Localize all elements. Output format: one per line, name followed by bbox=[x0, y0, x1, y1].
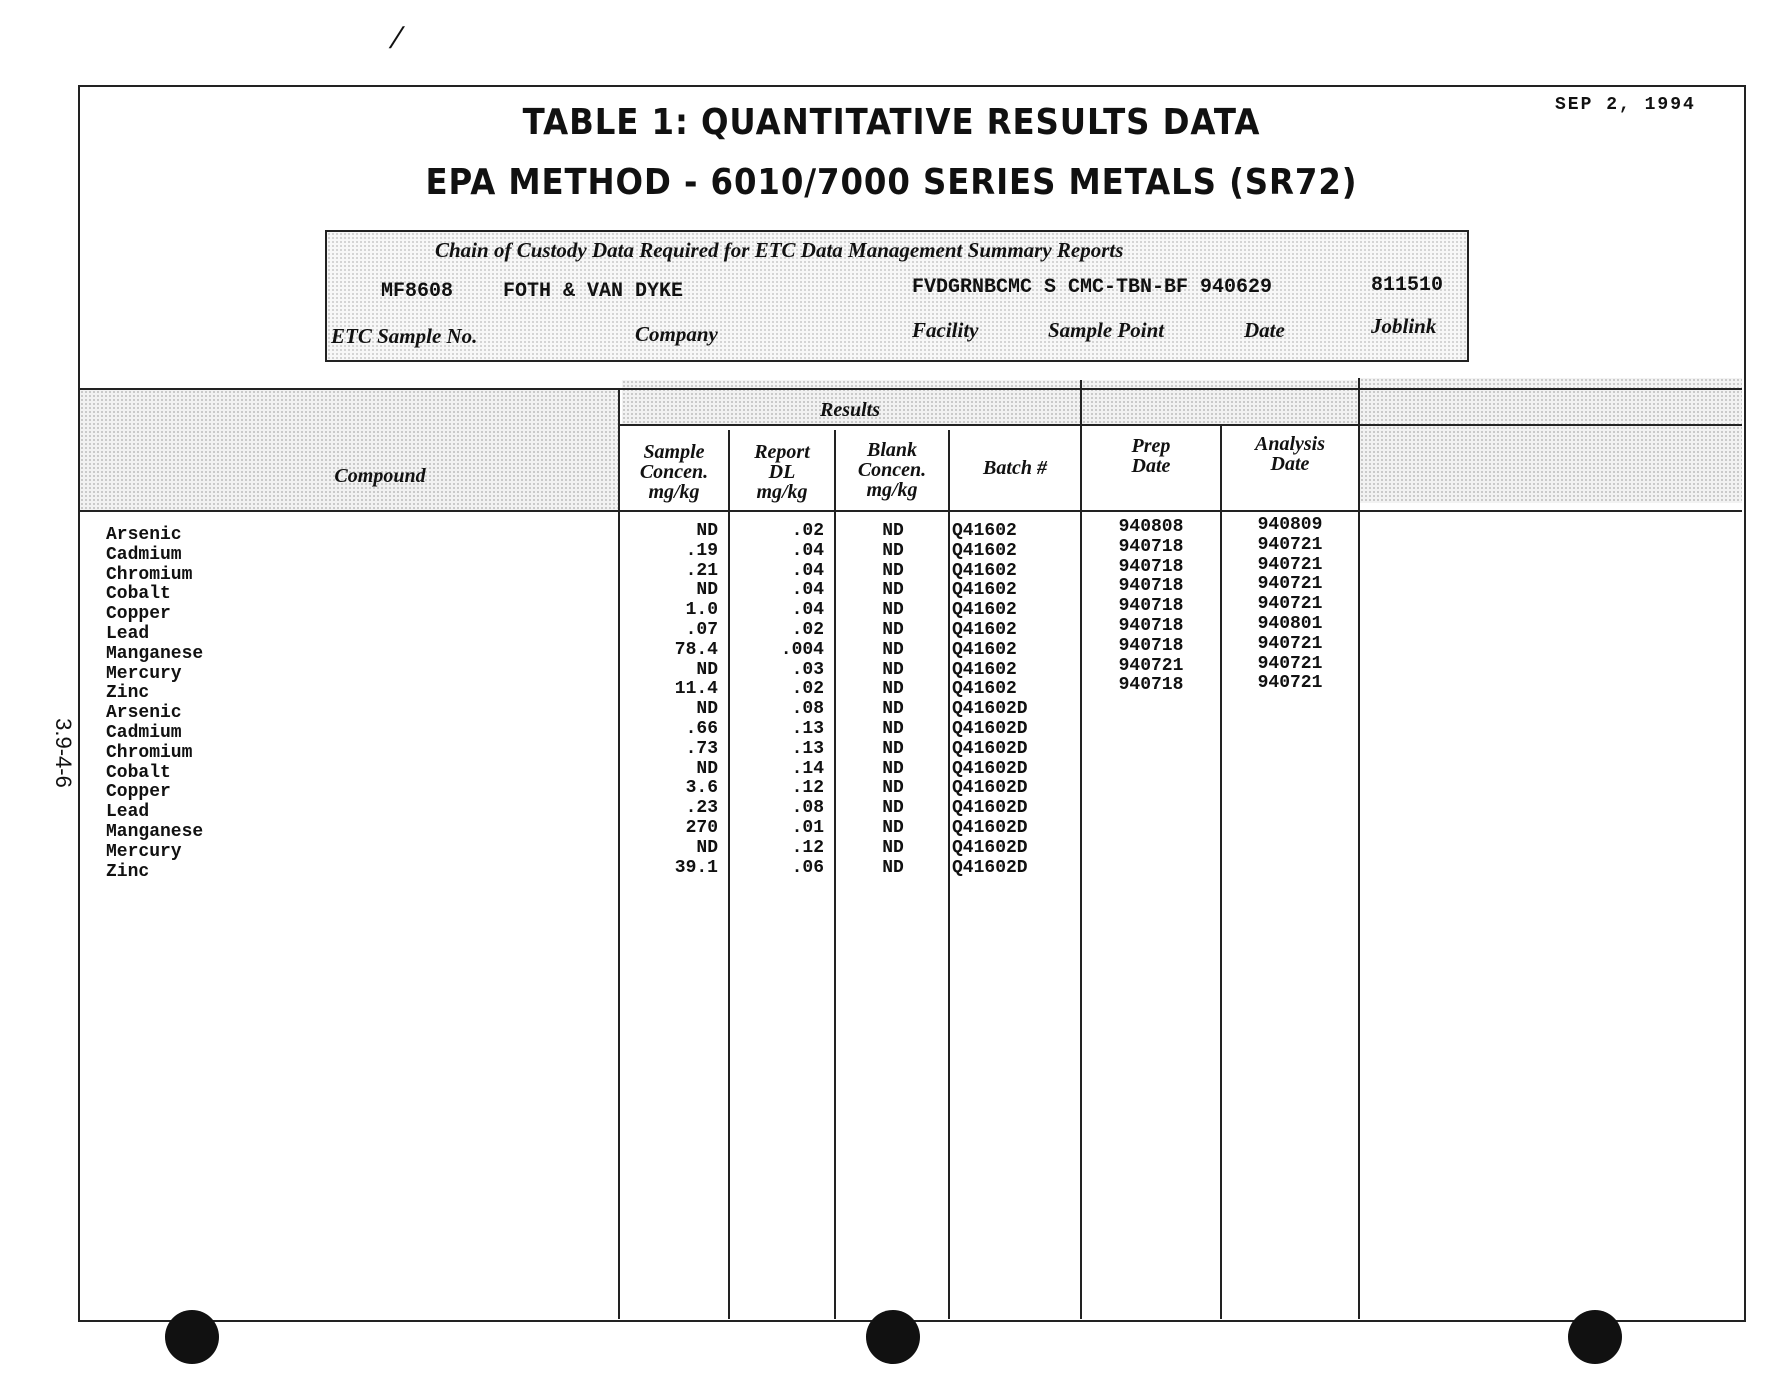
blank-concen-cell: ND bbox=[882, 798, 904, 819]
custody-joblink: 811510 bbox=[1371, 274, 1444, 297]
analysis-date-cell: 940721 bbox=[1257, 574, 1323, 595]
col-header-batch: Batch # bbox=[983, 457, 1047, 479]
sample-concen-cell: ND bbox=[696, 659, 718, 680]
blank-concen-cell: ND bbox=[882, 758, 904, 779]
report-dl-cell: .004 bbox=[780, 639, 824, 660]
report-dl-cell: .12 bbox=[791, 778, 824, 799]
prep-date-cell: 940808 bbox=[1118, 517, 1184, 537]
blank-concen-cell: ND bbox=[882, 619, 904, 640]
analysis-date-cell: 940721 bbox=[1257, 534, 1323, 555]
col-header-report-dl: Report DL mg/kg bbox=[754, 441, 810, 503]
report-dl-cell: .03 bbox=[791, 659, 824, 680]
report-dl-cell: .02 bbox=[791, 521, 824, 541]
blank-concen-cell: ND bbox=[882, 521, 904, 541]
page-title: TABLE 1: QUANTITATIVE RESULTS DATA bbox=[522, 102, 1261, 143]
compound-cell: Zinc bbox=[106, 861, 150, 882]
blank-concen-cell: ND bbox=[882, 560, 904, 581]
compound-cell: Cobalt bbox=[106, 762, 171, 783]
page-number-note: 3.9-4-6 bbox=[50, 718, 76, 788]
sample-concen-cell: .66 bbox=[685, 718, 718, 739]
analysis-date-cell: 940801 bbox=[1257, 613, 1323, 634]
blank-concen-cell: ND bbox=[882, 699, 904, 720]
compound-cell: Zinc bbox=[106, 683, 150, 704]
analysis-date-cell: 940721 bbox=[1257, 653, 1323, 674]
blank-concen-cell: ND bbox=[882, 857, 904, 878]
sample-concen-column bbox=[626, 522, 718, 878]
batch-cell: Q41602 bbox=[952, 619, 1017, 640]
blank-concen-cell: ND bbox=[882, 639, 904, 660]
batch-cell: Q41602D bbox=[952, 718, 1028, 739]
col-divider-7 bbox=[1358, 378, 1360, 1319]
col-header-blank-concen: Blank Concen. mg/kg bbox=[857, 439, 927, 501]
batch-cell: Q41602D bbox=[952, 738, 1028, 759]
compound-cell: Cadmium bbox=[106, 544, 182, 565]
batch-cell: Q41602 bbox=[952, 639, 1017, 660]
analysis-date-cell: 940721 bbox=[1257, 633, 1323, 654]
analysis-date-column bbox=[1222, 516, 1358, 694]
report-dl-cell: .04 bbox=[791, 600, 824, 621]
custody-facility-info: FVDGRNBCMC S CMC-TBN-BF 940629 bbox=[912, 276, 1273, 299]
blank-concen-column bbox=[838, 522, 948, 878]
batch-cell: Q41602D bbox=[952, 758, 1028, 779]
sample-concen-cell: 270 bbox=[685, 817, 718, 838]
report-dl-cell: .08 bbox=[791, 699, 824, 720]
report-dl-cell: .01 bbox=[791, 817, 824, 838]
col-header-sample-concen: Sample Concen. mg/kg bbox=[639, 441, 709, 503]
blank-concen-cell: ND bbox=[882, 580, 904, 601]
sample-concen-cell: 39.1 bbox=[674, 857, 718, 878]
compound-cell: Manganese bbox=[106, 643, 204, 664]
report-dl-cell: .13 bbox=[791, 718, 824, 739]
page-subtitle: EPA METHOD - 6010/7000 SERIES METALS (SR72) bbox=[425, 162, 1358, 203]
batch-cell: Q41602 bbox=[952, 659, 1017, 680]
extra-header-bg bbox=[1360, 378, 1742, 503]
sample-concen-cell: 3.6 bbox=[685, 778, 718, 799]
report-dl-cell: .02 bbox=[791, 619, 824, 640]
col-divider-1 bbox=[618, 388, 620, 1319]
col-divider-4 bbox=[948, 430, 950, 1319]
sample-concen-cell: .73 bbox=[685, 738, 718, 759]
sample-concen-cell: ND bbox=[696, 758, 718, 779]
custody-sample-no: MF8608 bbox=[381, 280, 454, 303]
batch-cell: Q41602 bbox=[952, 540, 1017, 561]
batch-cell: Q41602 bbox=[952, 600, 1017, 621]
batch-cell: Q41602 bbox=[952, 679, 1017, 700]
report-dl-cell: .08 bbox=[791, 798, 824, 819]
blank-concen-cell: ND bbox=[882, 837, 904, 858]
prep-date-cell: 940721 bbox=[1118, 655, 1184, 676]
compound-cell: Arsenic bbox=[106, 525, 182, 545]
report-dl-cell: .04 bbox=[791, 560, 824, 581]
sample-concen-cell: ND bbox=[696, 699, 718, 720]
report-dl-cell: .13 bbox=[791, 738, 824, 759]
prep-date-column bbox=[1082, 518, 1220, 696]
label-facility: Facility bbox=[912, 318, 979, 342]
prep-date-cell: 940718 bbox=[1118, 556, 1184, 577]
report-dl-cell: .14 bbox=[791, 758, 824, 779]
compound-cell: Cadmium bbox=[106, 722, 182, 743]
results-group-rule bbox=[620, 424, 1742, 426]
prep-date-cell: 940718 bbox=[1118, 635, 1184, 656]
batch-cell: Q41602 bbox=[952, 521, 1017, 541]
compound-cell: Mercury bbox=[106, 841, 182, 862]
prep-date-cell: 940718 bbox=[1118, 675, 1184, 696]
sample-concen-cell: 11.4 bbox=[674, 679, 718, 700]
report-dl-cell: .06 bbox=[791, 857, 824, 878]
report-dl-cell: .04 bbox=[791, 540, 824, 561]
prep-date-cell: 940718 bbox=[1118, 596, 1184, 617]
sample-concen-cell: 78.4 bbox=[674, 639, 718, 660]
analysis-date-cell: 940721 bbox=[1257, 673, 1323, 694]
batch-cell: Q41602D bbox=[952, 778, 1028, 799]
punch-hole-center bbox=[866, 1310, 920, 1364]
sample-concen-cell: .21 bbox=[685, 560, 718, 581]
header-bottom-rule bbox=[80, 510, 1742, 512]
compound-cell: Manganese bbox=[106, 821, 204, 842]
compound-column bbox=[106, 526, 366, 882]
col-header-compound: Compound bbox=[334, 465, 426, 487]
col-header-prep-date: Prep Date bbox=[1131, 435, 1171, 477]
label-sample-point: Sample Point bbox=[1048, 318, 1165, 342]
compound-cell: Lead bbox=[106, 623, 150, 644]
results-group-header: Results bbox=[819, 399, 881, 421]
blank-concen-cell: ND bbox=[882, 600, 904, 621]
prep-date-cell: 940718 bbox=[1118, 536, 1184, 557]
sample-concen-cell: ND bbox=[696, 521, 718, 541]
punch-hole-left bbox=[165, 1310, 219, 1364]
analysis-date-cell: 940721 bbox=[1257, 554, 1323, 575]
prep-date-cell: 940718 bbox=[1118, 615, 1184, 636]
report-dl-column bbox=[734, 522, 824, 878]
label-sample-no: ETC Sample No. bbox=[331, 324, 478, 348]
report-date: SEP 2, 1994 bbox=[1555, 95, 1696, 115]
label-date: Date bbox=[1244, 318, 1285, 342]
report-dl-cell: .04 bbox=[791, 580, 824, 601]
col-divider-2 bbox=[728, 430, 730, 1319]
compound-cell: Copper bbox=[106, 782, 171, 803]
sample-concen-cell: .23 bbox=[685, 798, 718, 819]
custody-heading: Chain of Custody Data Required for ETC Data Management Summary Reports bbox=[435, 238, 1124, 262]
batch-cell: Q41602D bbox=[952, 798, 1028, 819]
compound-header-bg bbox=[80, 390, 620, 510]
sample-concen-cell: ND bbox=[696, 580, 718, 601]
batch-cell: Q41602D bbox=[952, 837, 1028, 858]
sample-concen-cell: 1.0 bbox=[685, 600, 718, 621]
batch-cell: Q41602D bbox=[952, 817, 1028, 838]
compound-cell: Arsenic bbox=[106, 703, 182, 724]
batch-cell: Q41602 bbox=[952, 580, 1017, 601]
label-company: Company bbox=[635, 322, 718, 346]
chain-of-custody-box bbox=[325, 230, 1469, 362]
analysis-date-cell: 940721 bbox=[1257, 594, 1323, 615]
compound-cell: Cobalt bbox=[106, 584, 171, 605]
compound-cell: Lead bbox=[106, 802, 150, 823]
blank-concen-cell: ND bbox=[882, 679, 904, 700]
blank-concen-cell: ND bbox=[882, 718, 904, 739]
compound-cell: Copper bbox=[106, 604, 171, 625]
prep-date-cell: 940718 bbox=[1118, 576, 1184, 597]
corner-mark: / bbox=[386, 22, 407, 55]
custody-company: FOTH & VAN DYKE bbox=[503, 280, 684, 303]
batch-cell: Q41602D bbox=[952, 699, 1028, 720]
col-header-analysis-date: Analysis Date bbox=[1254, 433, 1326, 475]
label-joblink: Joblink bbox=[1371, 314, 1437, 338]
col-divider-3 bbox=[834, 430, 836, 1319]
punch-hole-right bbox=[1568, 1310, 1622, 1364]
report-dl-cell: .12 bbox=[791, 837, 824, 858]
sample-concen-cell: .07 bbox=[685, 619, 718, 640]
blank-concen-cell: ND bbox=[882, 540, 904, 561]
report-dl-cell: .02 bbox=[791, 679, 824, 700]
dates-header-bg bbox=[1082, 380, 1358, 424]
batch-cell: Q41602D bbox=[952, 857, 1028, 878]
table-top-rule bbox=[80, 388, 1742, 390]
compound-cell: Mercury bbox=[106, 663, 182, 684]
analysis-date-cell: 940809 bbox=[1257, 515, 1323, 535]
sample-concen-cell: ND bbox=[696, 837, 718, 858]
batch-column bbox=[952, 522, 1080, 878]
compound-cell: Chromium bbox=[106, 564, 193, 585]
compound-cell: Chromium bbox=[106, 742, 193, 763]
blank-concen-cell: ND bbox=[882, 778, 904, 799]
sample-concen-cell: .19 bbox=[685, 540, 718, 561]
blank-concen-cell: ND bbox=[882, 817, 904, 838]
blank-concen-cell: ND bbox=[882, 738, 904, 759]
batch-cell: Q41602 bbox=[952, 560, 1017, 581]
blank-concen-cell: ND bbox=[882, 659, 904, 680]
